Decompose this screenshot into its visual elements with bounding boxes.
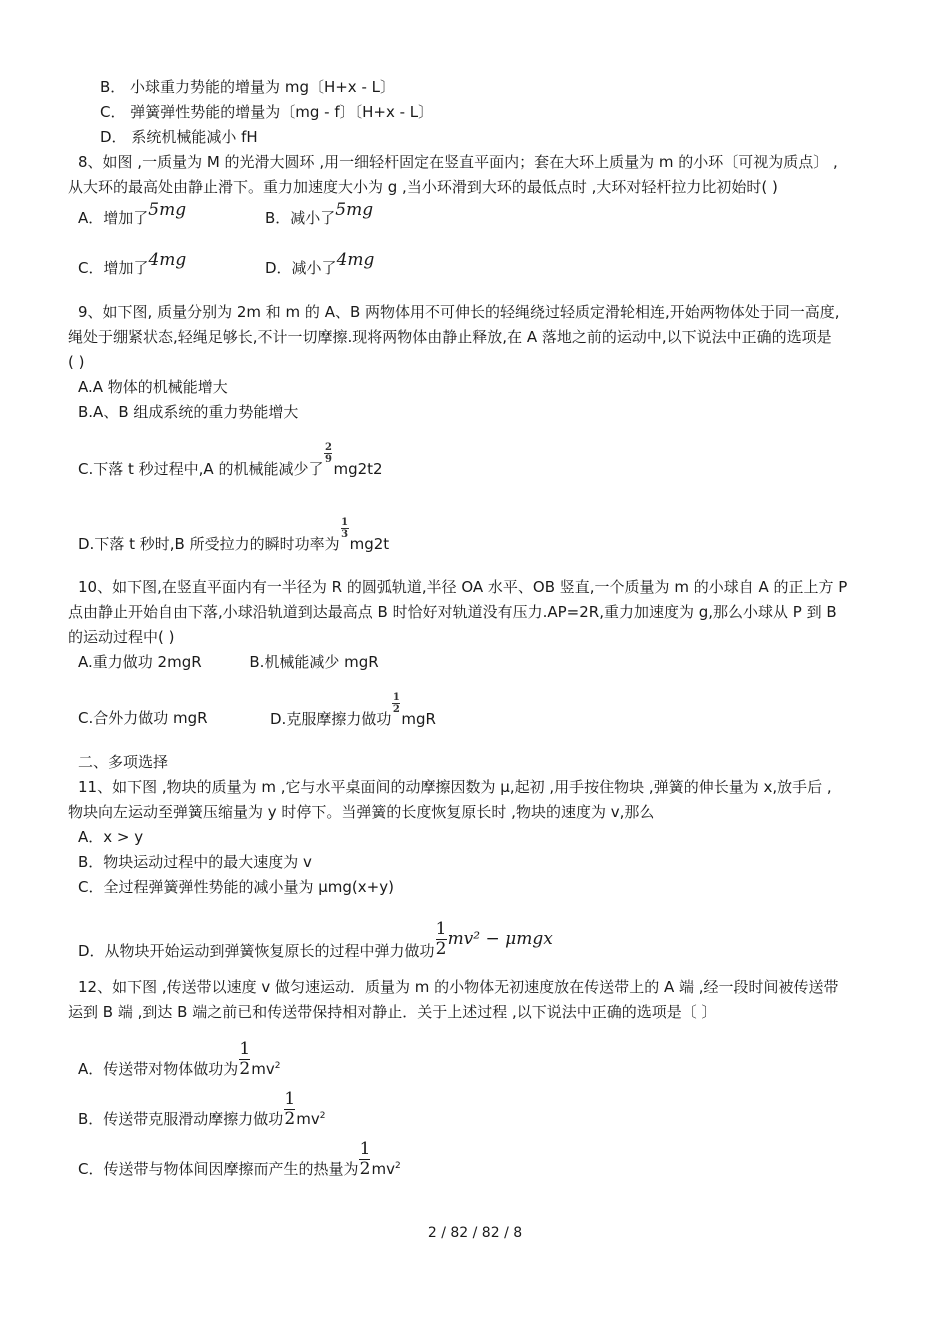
- option-12c-tail: mv: [371, 1160, 395, 1178]
- option-8d-formula: 4mg: [336, 250, 375, 270]
- question-9-line1: 9、如下图, 质量分别为 2m 和 m 的 A、B 两物体用不可伸长的轻绳绕过轻质定滑轮相连,开始两物体处于同一高度,: [78, 303, 840, 321]
- fraction-numerator: 1: [341, 517, 349, 528]
- option-11d-fraction: [436, 920, 447, 959]
- option-9a: A.A 物体的机械能增大: [78, 378, 228, 396]
- question-8-line2: 从大环的最高处由静止滑下。重力加速度大小为 g ,当小环滑到大环的最低点时 ,大环对轻杆拉力比初始时( ): [68, 178, 778, 196]
- option-9d-tail: mg2t: [349, 535, 390, 553]
- question-10-line3: 的运动过程中( ): [68, 628, 175, 646]
- option-12c-exponent: 2: [394, 1161, 401, 1171]
- fraction-denominator: 9: [324, 454, 332, 465]
- option-11d: [78, 919, 553, 971]
- fraction-denominator: 3: [341, 529, 349, 540]
- option-12c-label: C．传送带与物体间因摩擦而产生的热量为: [78, 1160, 359, 1178]
- option-11a: A．x > y: [78, 828, 144, 846]
- fraction-numerator: 1: [284, 1089, 296, 1109]
- option-12b-tail: mv: [296, 1110, 320, 1128]
- question-12-line2: 运到 B 端 ,到达 B 端之前已和传送带保持相对静止．关于上述过程 ,以下说法中正确的选项是〔 〕: [68, 1003, 717, 1021]
- option-8c-label: C．增加了: [78, 259, 149, 277]
- option-11d-tail: mv² − μmgx: [447, 929, 553, 949]
- option-9d: [78, 517, 390, 556]
- option-10d-tail: mgR: [401, 710, 436, 728]
- section-heading-multiple-choice: 二、多项选择: [78, 753, 169, 771]
- fraction-denominator: 2: [284, 1109, 296, 1129]
- fraction-denominator: 2: [239, 1059, 251, 1079]
- options-10ab: A.重力做功 2mgR B.机械能减少 mgR: [78, 653, 379, 671]
- option-11d-label: D．从物块开始运动到弹簧恢复原长的过程中弹力做功: [78, 942, 435, 960]
- option-8a-formula: 5mg: [148, 200, 187, 220]
- fraction-numerator: 1: [359, 1139, 371, 1159]
- question-11-line1: 11、如下图 ,物块的质量为 m ,它与水平桌面间的动摩擦因数为 μ,起初 ,用手按住物块 ,弹簧的伸长量为 x,放手后 ,: [78, 778, 832, 796]
- option-7b: B． 小球重力势能的增量为 mg〔H+x - L〕: [100, 78, 395, 96]
- option-12c: [78, 1139, 401, 1189]
- option-9d-label: D.下落 t 秒时,B 所受拉力的瞬时功率为: [78, 535, 340, 553]
- option-8b-label: B．减小了: [265, 209, 336, 227]
- option-10d-label: D.克服摩擦力做功: [270, 710, 392, 728]
- option-9b: B.A、B 组成系统的重力势能增大: [78, 403, 299, 421]
- option-12c-fraction: [359, 1140, 370, 1179]
- option-9c-label: C.下落 t 秒过程中,A 的机械能减少了: [78, 460, 324, 478]
- option-7c: C． 弹簧弹性势能的增量为〔mg - f〕〔H+x - L〕: [100, 103, 434, 121]
- question-10-line2: 点由静止开始自由下落,小球沿轨道到达最高点 B 时恰好对轨道没有压力.AP=2R,重力加速度为 g,那么小球从 P 到 B: [68, 603, 837, 621]
- option-12a: [78, 1039, 281, 1089]
- question-11-line2: 物块向左运动至弹簧压缩量为 y 时停下。当弹簧的长度恢复原长时 ,物块的速度为 v,那么: [68, 803, 655, 821]
- option-9c-tail: mg2t2: [333, 460, 383, 478]
- option-9c-fraction: [324, 442, 332, 465]
- option-10d-fraction: [392, 692, 400, 715]
- option-12b-label: B．传送带克服滑动摩擦力做功: [78, 1110, 284, 1128]
- option-7d: D． 系统机械能减小 fH: [100, 128, 258, 146]
- page-footer: [0, 1225, 950, 1241]
- option-12b-fraction: [284, 1090, 295, 1129]
- option-8c-formula: 4mg: [148, 250, 187, 270]
- option-8c: [78, 250, 187, 278]
- option-12a-fraction: [239, 1040, 250, 1079]
- option-8d: [265, 250, 375, 278]
- option-8d-label: D．减小了: [265, 259, 337, 277]
- option-12b-exponent: 2: [319, 1111, 326, 1121]
- option-8b-formula: 5mg: [335, 200, 374, 220]
- question-12-line1: 12、如下图 ,传送带以速度 v 做匀速运动．质量为 m 的小物体无初速度放在传送带上的 A 端 ,经一段时间被传送带: [78, 978, 839, 996]
- fraction-numerator: 1: [392, 692, 400, 703]
- option-12a-exponent: 2: [274, 1061, 281, 1071]
- option-11b: B．物块运动过程中的最大速度为 v: [78, 853, 312, 871]
- option-9c: [78, 442, 383, 481]
- fraction-numerator: 1: [239, 1039, 251, 1059]
- question-9-line2: 绳处于绷紧状态,轻绳足够长,不计一切摩擦.现将两物体由静止释放,在 A 落地之前的运动中,以下说法中正确的选项是: [68, 328, 832, 346]
- question-9-line3: ( ): [68, 353, 85, 371]
- fraction-numerator: 1: [435, 919, 447, 939]
- fraction-denominator: 2: [435, 939, 447, 959]
- option-12b: [78, 1089, 326, 1139]
- option-10d: [270, 692, 436, 731]
- option-8b: [265, 200, 374, 228]
- question-8-line1: 8、如图 ,一质量为 M 的光滑大圆环 ,用一细轻杆固定在竖直平面内；套在大环上质量为 m 的小环〔可视为质点〕 ,: [78, 153, 838, 171]
- fraction-denominator: 2: [392, 704, 400, 715]
- option-12a-tail: mv: [251, 1060, 275, 1078]
- fraction-numerator: 2: [324, 442, 332, 453]
- fraction-denominator: 2: [359, 1159, 371, 1179]
- option-11c: C．全过程弹簧弹性势能的减小量为 μmg(x+y): [78, 878, 394, 896]
- option-12a-label: A．传送带对物体做功为: [78, 1060, 239, 1078]
- option-8a-label: A．增加了: [78, 209, 149, 227]
- page-number: 2 / 82 / 82 / 8: [427, 1225, 523, 1241]
- option-8a: [78, 200, 187, 228]
- option-10c: C.合外力做功 mgR: [78, 709, 208, 727]
- question-10-line1: 10、如下图,在竖直平面内有一半径为 R 的圆弧轨道,半径 OA 水平、OB 竖直,一个质量为 m 的小球自 A 的正上方 P: [78, 578, 848, 596]
- option-9d-fraction: [341, 517, 349, 540]
